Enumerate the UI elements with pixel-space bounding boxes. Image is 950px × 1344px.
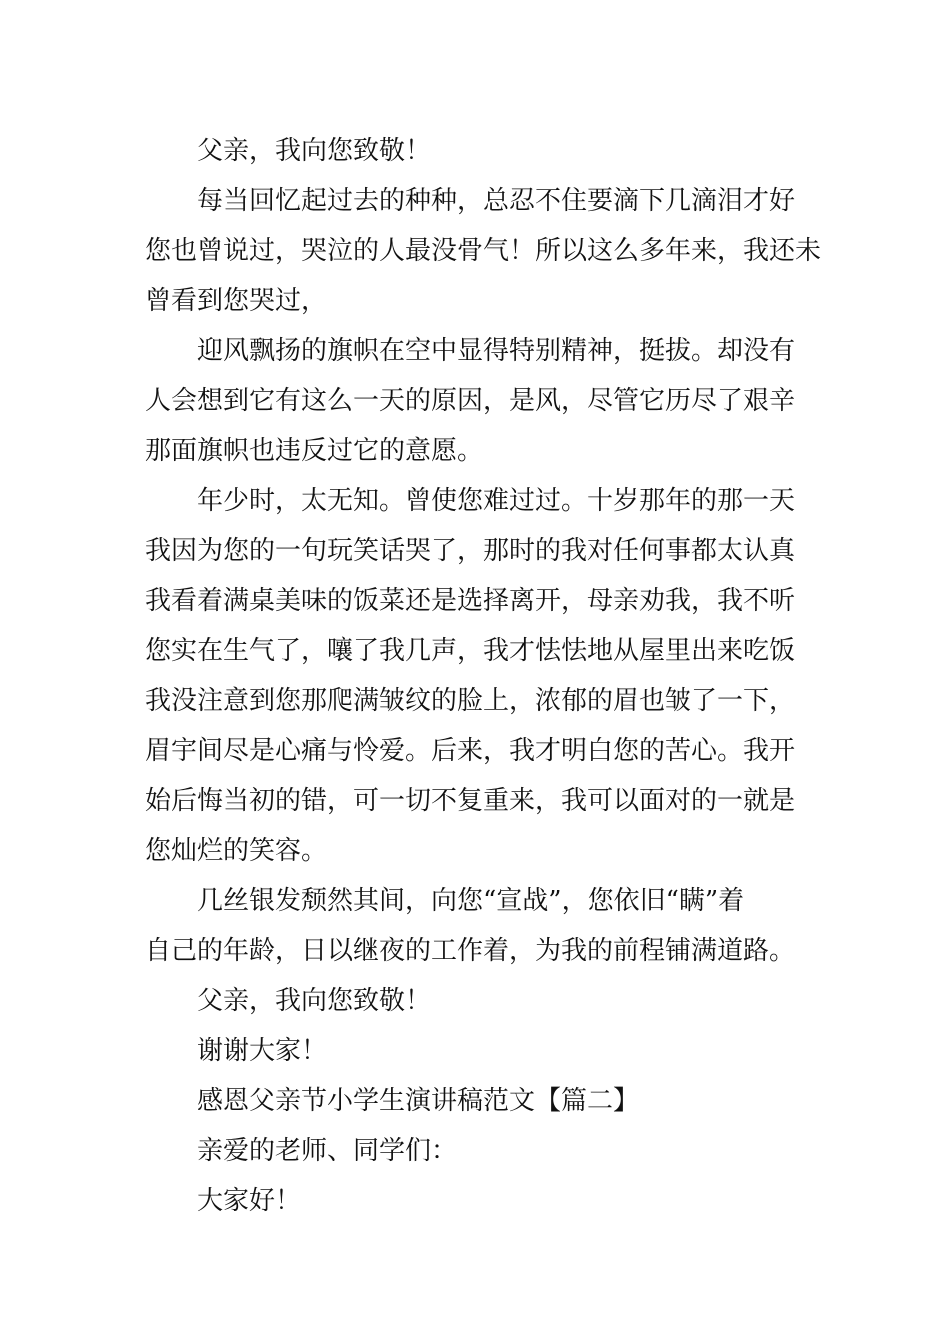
text-line: 亲爱的老师、同学们：	[197, 1136, 458, 1166]
paragraph-youth	[145, 476, 810, 876]
text-line: 曾看到您哭过，	[145, 286, 328, 316]
paragraph-thanks	[145, 1026, 810, 1076]
text-line: 每当回忆起过去的种种，总忍不住要滴下几滴泪才好	[197, 186, 796, 216]
text-line: 我没注意到您那爬满皱纹的脸上，浓郁的眉也皱了一下，	[145, 686, 796, 716]
text-line: 父亲，我向您致敬！	[197, 136, 432, 166]
paragraph-hello	[145, 1176, 810, 1226]
section-heading	[145, 1076, 810, 1126]
paragraph-greeting-audience	[145, 1126, 810, 1176]
text-line: 年少时，太无知。曾使您难过过。十岁那年的那一天	[197, 486, 796, 516]
text-line: 您实在生气了，嚷了我几声，我才怯怯地从屋里出来吃饭	[145, 636, 796, 666]
text-line: 人会想到它有这么一天的原因，是风，尽管它历尽了艰辛	[145, 386, 796, 416]
text-line: 父亲，我向您致敬！	[197, 986, 432, 1016]
text-line: 您灿烂的笑容。	[145, 836, 328, 866]
paragraph-flag	[145, 326, 810, 476]
paragraph-memories	[145, 176, 822, 326]
text-line: 眉宇间尽是心痛与怜爱。后来，我才明白您的苦心。我开	[145, 736, 796, 766]
text-line: 我因为您的一句玩笑话哭了，那时的我对任何事都太认真	[145, 536, 796, 566]
text-line: 始后悔当初的错，可一切不复重来，我可以面对的一就是	[145, 786, 796, 816]
text-line: 几丝银发颓然其间，向您“宣战”，您依旧“瞒”着	[197, 886, 745, 916]
paragraph-silver-hair	[145, 876, 810, 976]
text-line: 那面旗帜也违反过它的意愿。	[145, 436, 484, 466]
text-line: 您也曾说过，哭泣的人最没骨气！所以这么多年来，我还未	[145, 236, 822, 266]
text-line: 谢谢大家！	[197, 1036, 328, 1066]
paragraph-salute	[145, 126, 810, 176]
paragraph-salute-closing	[145, 976, 810, 1026]
text-line: 迎风飘扬的旗帜在空中显得特别精神，挺拔。却没有	[197, 336, 796, 366]
text-line: 自己的年龄，日以继夜的工作着，为我的前程铺满道路。	[145, 936, 796, 966]
document-body	[145, 126, 822, 1226]
text-line: 我看着满桌美味的饭菜还是选择离开，母亲劝我，我不听	[145, 586, 796, 616]
text-line: 大家好！	[197, 1186, 302, 1216]
text-line: 感恩父亲节小学生演讲稿范文【篇二】	[197, 1086, 640, 1116]
